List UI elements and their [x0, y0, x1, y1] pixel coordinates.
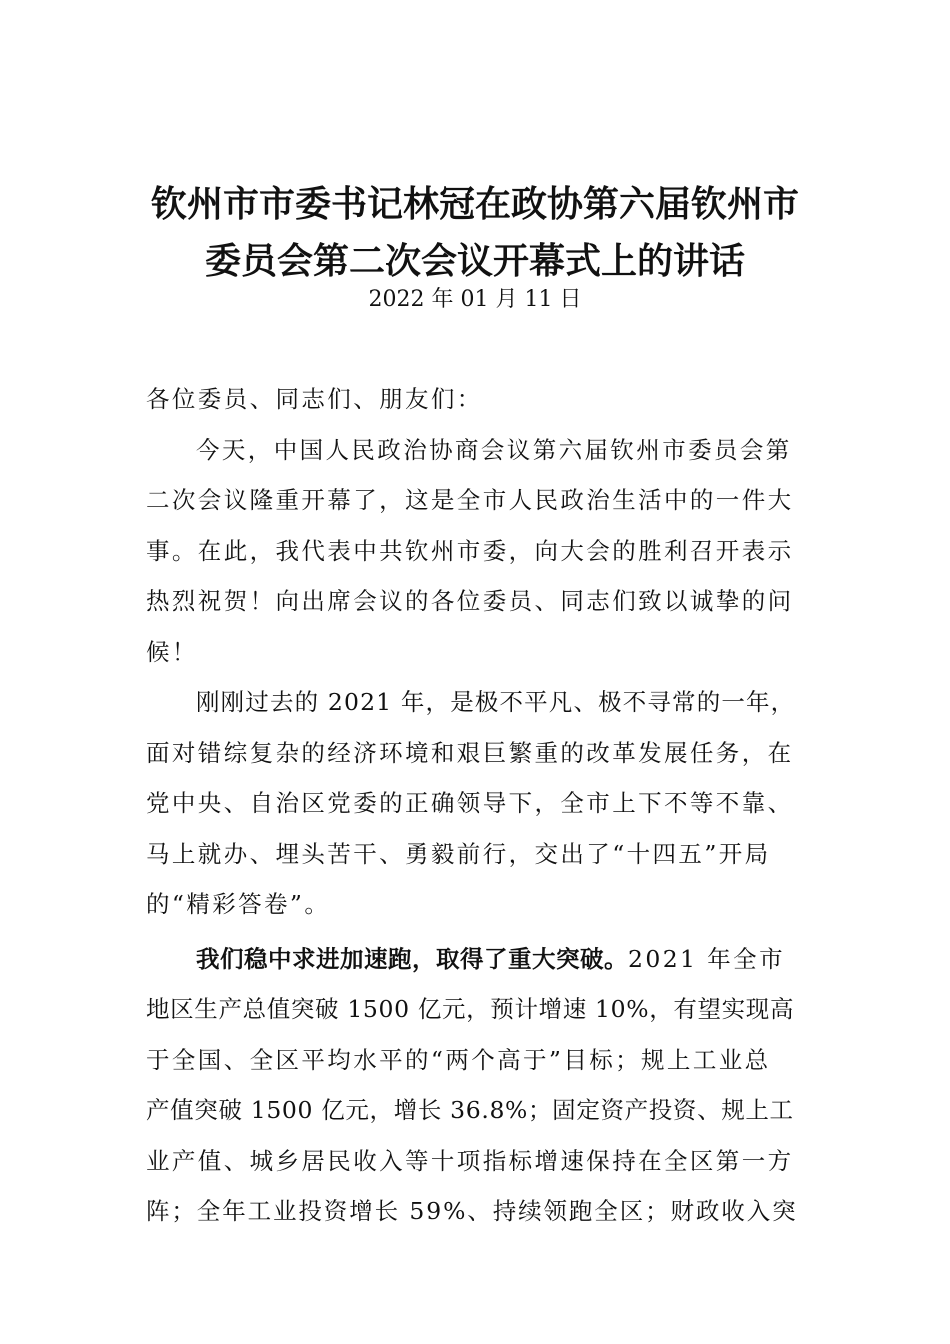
paragraph-line: 事。在此，我代表中共钦州市委，向大会的胜利召开表示	[146, 536, 794, 565]
paragraph-line: 业产值、城乡居民收入等十项指标增速保持在全区第一方	[146, 1146, 794, 1175]
paragraph-line	[146, 942, 798, 993]
paragraph-line: 面对错综复杂的经济环境和艰巨繁重的改革发展任务，在	[146, 738, 794, 767]
paragraph-line: 产值突破 1500 亿元，增长 36.8%；固定资产投资、规上工	[146, 1096, 794, 1124]
paragraph-3	[146, 942, 798, 1245]
title-line-1: 钦州市市委书记林冠在政协第六届钦州市	[150, 184, 799, 225]
paragraph-line: 的“精彩答卷”。	[146, 890, 331, 918]
document-title	[140, 176, 810, 290]
paragraph-lead-rest: 2021 年全市	[628, 944, 785, 973]
paragraph-line: 党中央、自治区党委的正确领导下，全市上下不等不靠、	[146, 789, 794, 817]
paragraph-line: 地区生产总值突破 1500 亿元，预计增速 10%，有望实现高	[146, 995, 795, 1023]
paragraph-1	[146, 433, 798, 686]
document-date: 2022 年 01 月 11 日	[368, 287, 582, 312]
paragraph-line: 于全国、全区平均水平的“两个高于”目标；规上工业总	[146, 1045, 771, 1074]
document-body	[146, 382, 798, 1245]
paragraph-line: 今天，中国人民政治协商会议第六届钦州市委员会第	[196, 435, 792, 464]
paragraph-2	[146, 685, 798, 938]
paragraph-lead-bold: 我们稳中求进加速跑，取得了重大突破。	[196, 944, 628, 973]
paragraph-line: 候！	[146, 637, 198, 666]
paragraph-line: 二次会议隆重开幕了，这是全市人民政治生活中的一件大	[146, 486, 794, 514]
paragraph-line: 阵；全年工业投资增长 59%、持续领跑全区；财政收入突	[146, 1197, 798, 1225]
paragraph-line: 马上就办、埋头苦干、勇毅前行，交出了“十四五”开局	[146, 839, 771, 868]
paragraph-line: 刚刚过去的 2021 年，是极不平凡、极不寻常的一年，	[196, 688, 796, 716]
salutation: 各位委员、同志们、朋友们：	[146, 385, 483, 413]
title-line-2: 委员会第二次会议开幕式上的讲话	[204, 241, 745, 282]
paragraph-line: 热烈祝贺！向出席会议的各位委员、同志们致以诚挚的问	[146, 587, 794, 615]
